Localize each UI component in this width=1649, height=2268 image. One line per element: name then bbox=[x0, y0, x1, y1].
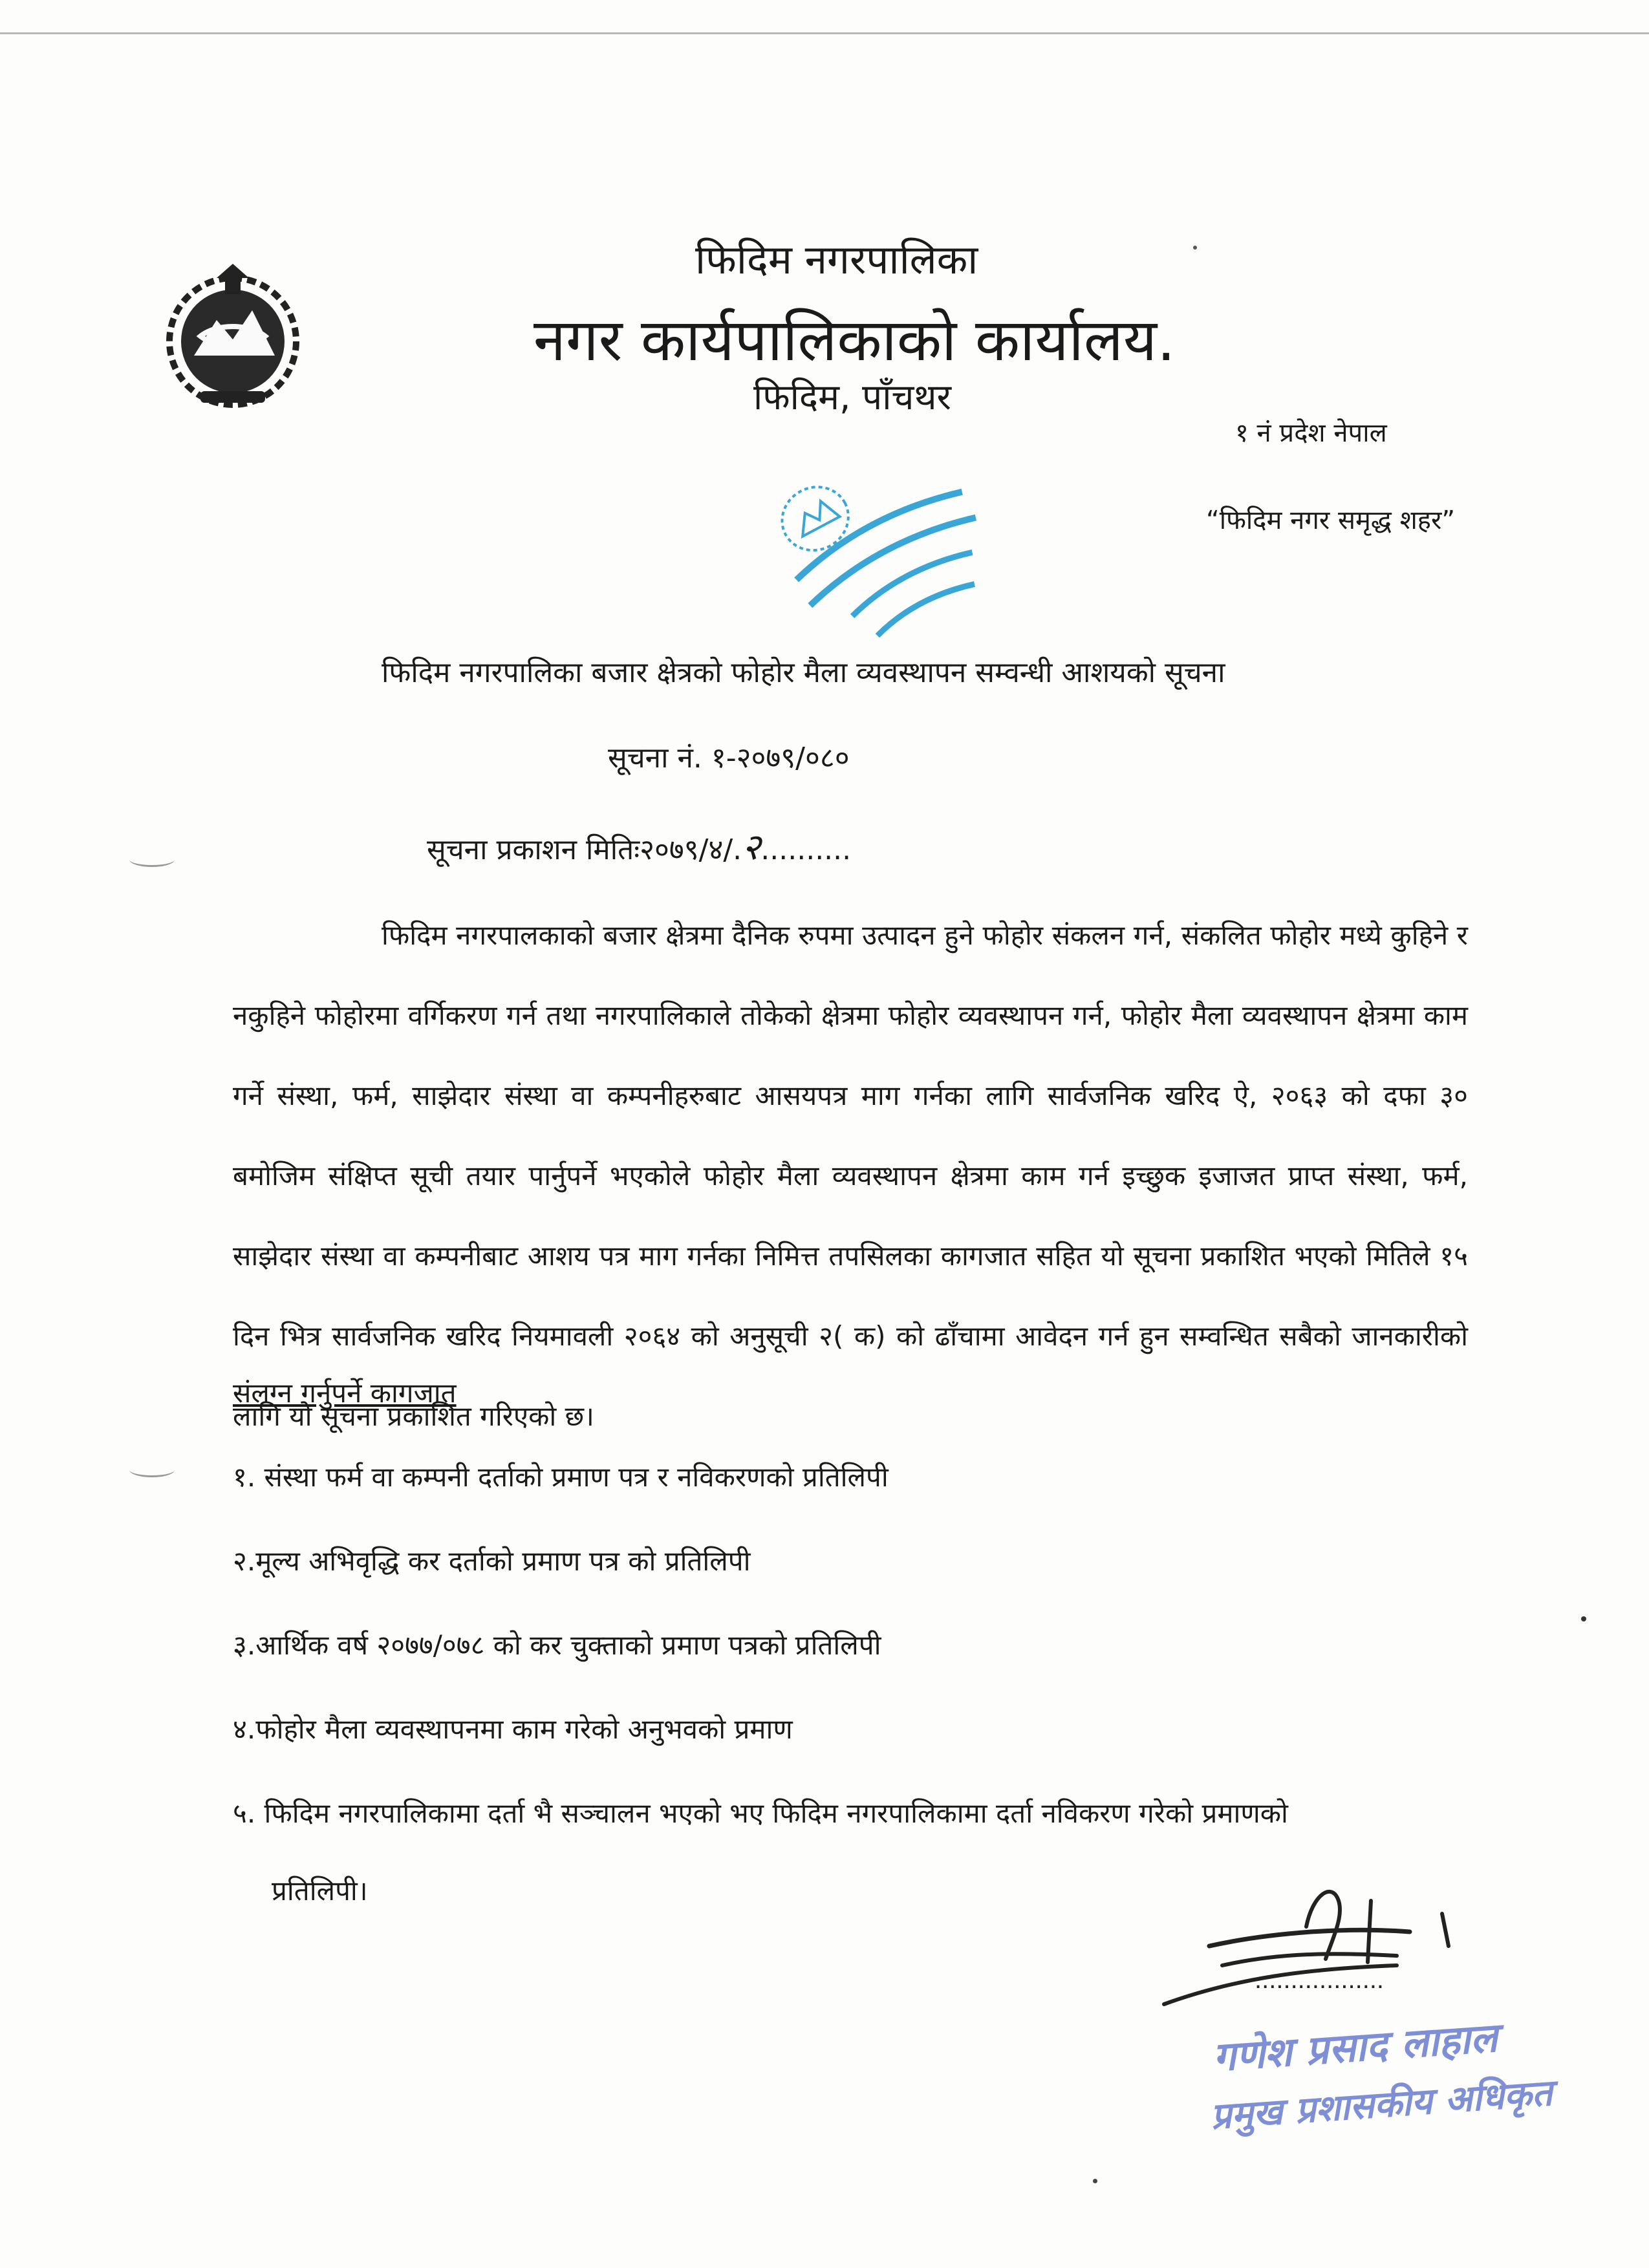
publication-date bbox=[427, 821, 851, 870]
officer-name-stamp bbox=[1198, 2005, 1569, 2172]
scan-speck bbox=[129, 1462, 175, 1477]
province-label: १ नं प्रदेश नेपाल bbox=[1235, 418, 1387, 448]
attachment-item: ४.फोहोर मैला व्यवस्थापनमा काम गरेको अनुभवको प्रमाण bbox=[233, 1713, 793, 1745]
notice-body: फिदिम नगरपालकाको बजार क्षेत्रमा दैनिक रुपमा उत्पादन हुने फोहोर संकलन गर्न, संकलित फोहोर मध्ये कुहिने र नकुहिने फोहोरमा वर्गिकरण गर्न तथा नगरपालिकाले तोकेको क्षेत्रमा फोहोर व्यवस्थापन गर्न, फोहोर मैला व्यवस्थापन क्षेत्रमा काम गर्ने संस्था, फर्म, साझेदार संस्था वा कम्पनीहरुबाट आसयपत्र माग गर्नका लागि सार्वजनिक खरिद ऐ, २०६३ को दफा ३० बमोजिम संक्षिप्त सूची तयार पार्नुपर्ने भएकोले फोहोर मैला व्यवस्थापन क्षेत्रमा काम गर्न इच्छुक इजाजत प्राप्त संस्था, फर्म, साझेदार संस्था वा कम्पनीबाट आशय पत्र माग गर्नका निमित्त तपसिलका कागजात सहित यो सूचना प्रकाशित भएको मितिले १५ दिन भित्र सार्वजनिक खरिद नियमावली २०६४ को अनुसूची २( क) को ढाँचामा आवेदन गर्न हुन सम्वन्धित सबैको जानकारीको लागि यो सूचना प्रकाशित गरिएको छ। bbox=[233, 919, 1469, 1432]
handwritten-signature bbox=[1138, 1856, 1526, 2024]
municipality-name: फिदिम नगरपालिका bbox=[695, 236, 978, 283]
scan-speck bbox=[1581, 1616, 1586, 1621]
attachment-item: १. संस्था फर्म वा कम्पनी दर्ताको प्रमाण पत्र र नविकरणको प्रतिलिपी bbox=[233, 1461, 889, 1493]
attachment-item: ३.आर्थिक वर्ष २०७७/०७८ को कर चुक्ताको प्रमाण पत्रको प्रतिलिपी bbox=[233, 1629, 881, 1661]
scan-speck bbox=[1093, 2179, 1097, 2183]
nepal-emblem-icon bbox=[155, 259, 310, 414]
scan-top-edge bbox=[0, 32, 1649, 34]
officer-title: प्रमुख प्रशासकीय अधिकृत bbox=[1209, 2071, 1554, 2138]
office-name: नगर कार्यपालिकाको कार्यालय. bbox=[534, 306, 1176, 374]
scan-speck bbox=[1193, 246, 1197, 250]
notice-subject: फिदिम नगरपालिका बजार क्षेत्रको फोहोर मैला व्यवस्थापन सम्वन्धी आशयको सूचना bbox=[382, 656, 1225, 689]
municipal-slogan: “फिदिम नगर समृद्ध शहर” bbox=[1206, 506, 1456, 535]
attachments-heading: संलग्न गर्नुपर्ने कागजात bbox=[233, 1377, 457, 1409]
scan-speck bbox=[129, 852, 175, 867]
publication-date-label: सूचना प्रकाशन मितिः२०७९/४/. bbox=[427, 833, 742, 866]
attachment-item-continuation: प्रतिलिपी। bbox=[272, 1875, 368, 1907]
notice-number: सूचना नं. १-२०७९/०८० bbox=[608, 742, 850, 775]
attachment-item: २.मूल्य अभिवृद्धि कर दर्ताको प्रमाण पत्र को प्रतिलिपी bbox=[233, 1545, 751, 1577]
publication-date-handwritten-day: २ bbox=[742, 826, 761, 868]
signature-dots: .................. bbox=[1255, 1965, 1385, 1994]
office-seal-stamp bbox=[763, 440, 996, 647]
attachment-item: ५. फिदिम नगरपालिकामा दर्ता भै सञ्चालन भएको भए फिदिम नगरपालिकामा दर्ता नविकरण गरेको प्रमाणको bbox=[233, 1797, 1288, 1829]
publication-date-dots: .......... bbox=[760, 833, 852, 866]
office-location: फिदिम, पाँचथर bbox=[753, 376, 952, 418]
officer-name: गणेश प्रसाद लाहाल bbox=[1211, 2013, 1499, 2081]
